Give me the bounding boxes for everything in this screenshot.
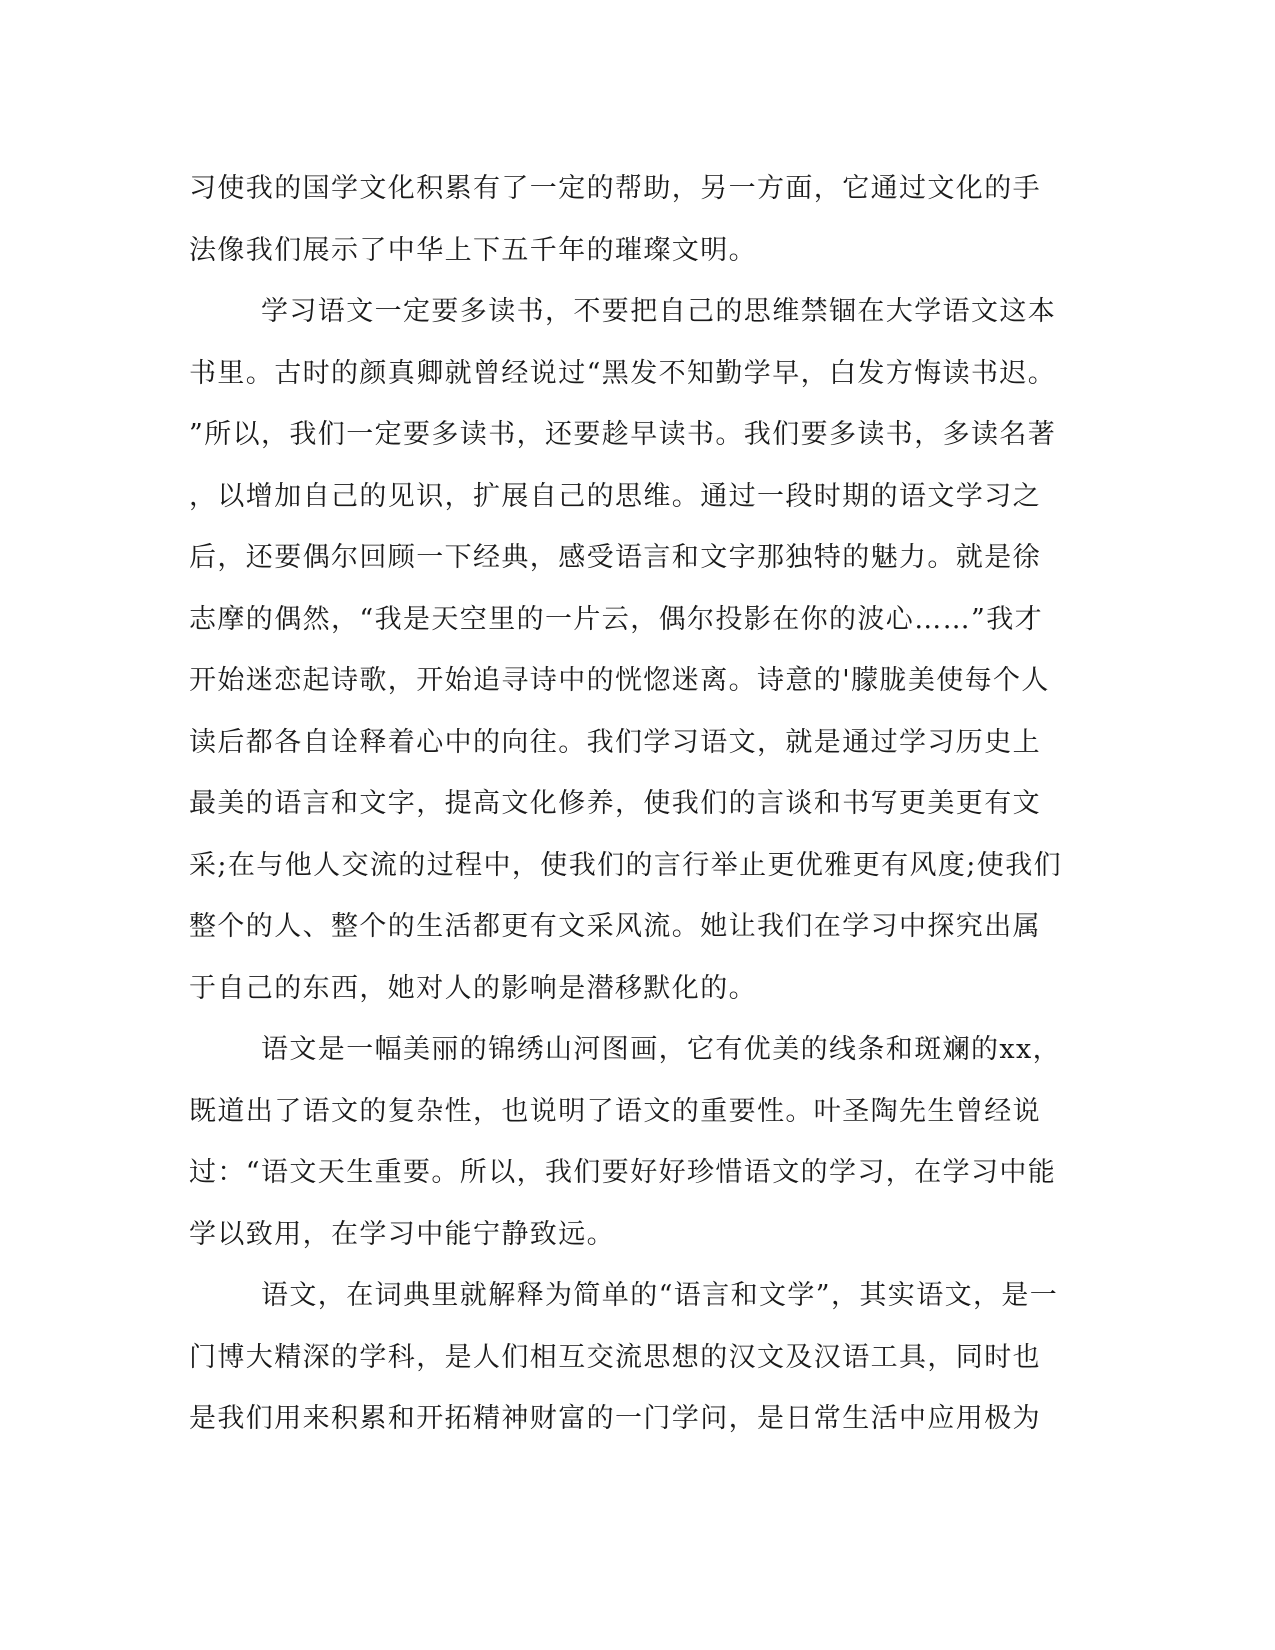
text-line: 采;在与他人交流的过程中，使我们的言行举止更优雅更有风度;使我们 — [189, 849, 1062, 881]
text-line: 读后都各自诠释着心中的向往。我们学习语文，就是通过学习历史上 — [189, 726, 1041, 758]
paragraph-start-line: 语文，在词典里就解释为简单的“语言和文学”，其实语文，是一 — [261, 1280, 1059, 1311]
document-body — [189, 158, 1069, 1450]
text-line: 既道出了语文的复杂性，也说明了语文的重要性。叶圣陶先生曾经说 — [189, 1095, 1041, 1127]
text-line: ”所以，我们一定要多读书，还要趁早读书。我们要多读书，多读名著 — [189, 419, 1057, 450]
text-line: 习使我的国学文化积累有了一定的帮助，另一方面，它通过文化的手 — [189, 173, 1041, 204]
text-line: 整个的人、整个的生活都更有文采风流。她让我们在学习中探究出属 — [189, 911, 1041, 942]
text-line: 是我们用来积累和开拓精神财富的一门学问，是日常生活中应用极为 — [189, 1403, 1041, 1434]
text-line: 学以致用，在学习中能宁静致远。 — [189, 1218, 615, 1250]
text-line: 门博大精深的学科，是人们相互交流思想的汉文及汉语工具，同时也 — [189, 1341, 1041, 1373]
text-line: 过：“语文天生重要。所以，我们要好好珍惜语文的学习，在学习中能 — [189, 1157, 1057, 1188]
paragraph-start-line: 语文是一幅美丽的锦绣山河图画，它有优美的线条和斑斓的xx， — [261, 1034, 1062, 1065]
paragraph-start-line: 学习语文一定要多读书，不要把自己的思维禁锢在大学语文这本 — [261, 296, 1057, 327]
text-line: 最美的语言和文字，提高文化修养，使我们的言谈和书写更美更有文 — [189, 788, 1041, 819]
text-line: 法像我们展示了中华上下五千年的璀璨文明。 — [189, 234, 757, 266]
text-line: ，以增加自己的见识，扩展自己的思维。通过一段时期的语文学习之 — [189, 480, 1041, 512]
text-line: 书里。古时的颜真卿就曾经说过“黑发不知勤学早，白发方悔读书迟。 — [189, 357, 1057, 389]
text-line: 于自己的东西，她对人的影响是潜移默化的。 — [189, 972, 757, 1004]
text-line: 志摩的偶然，“我是天空里的一片云，偶尔投影在你的波心……”我才 — [189, 603, 1044, 635]
text-line: 开始迷恋起诗歌，开始追寻诗中的恍惚迷离。诗意的'朦胧美使每个人 — [189, 665, 1050, 696]
text-line: 后，还要偶尔回顾一下经典，感受语言和文字那独特的魅力。就是徐 — [189, 542, 1041, 573]
